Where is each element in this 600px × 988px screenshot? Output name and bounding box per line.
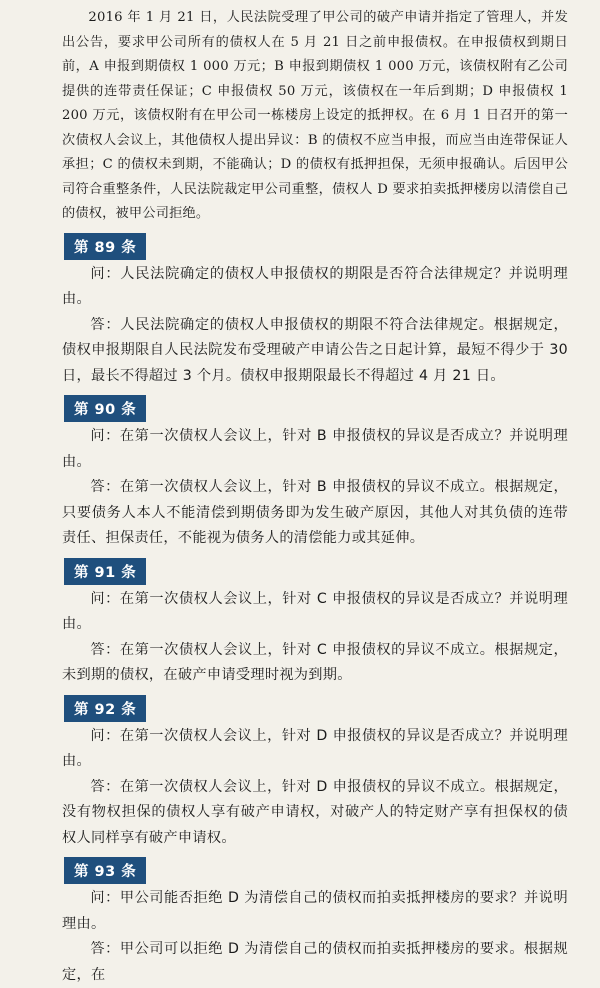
answer-text: 答：在第一次债权人会议上，针对 C 申报债权的异议不成立。根据规定，未到期的债权，在破产申请受理时视为到期。 [62,641,568,683]
article-92 [62,695,568,852]
article-heading: 第 92 条 [64,695,146,722]
answer-text: 答：在第一次债权人会议上，针对 B 申报债权的异议不成立。根据规定，只要债务人本人不能清偿到期债务即为发生破产原因，其他人对其负债的连带责任、担保责任，不能视为债务人的清偿能力或其延伸。 [62,479,568,546]
case-paragraph: 2016 年 1 月 21 日，人民法院受理了甲公司的破产申请并指定了管理人，并发出公告，要求甲公司所有的债权人在 5 月 21 日之前申报债权。在申报债权到期日前，A 申报到期债权 1 000 万元；B 申报到期债权 1 000 万元，该债权附有乙公司提供的连带责任保证；C 申报债权 50 万元，该债权在一年后到期；D 申报债权 1 200 万元，该债权附有在甲公司一栋楼房上设定的抵押权。在 6 月 1 日召开的第一次债权人会议上，其他债权人提出异议：B 的债权不应当申报，而应当由连带保证人承担；C 的债权未到期，不能确认；D 的债权有抵押担保，无须申报确认。后因甲公司符合重整条件，人民法院裁定甲公司重整，债权人 D 要求拍卖抵押楼房以清偿自己的债权，被甲公司拒绝。 [62,10,568,221]
article-heading: 第 93 条 [64,857,146,884]
article-90 [62,395,568,552]
question-text: 问：在第一次债权人会议上，针对 C 申报债权的异议是否成立？并说明理由。 [62,590,568,632]
article-heading: 第 91 条 [64,558,146,585]
answer-text: 答：人民法院确定的债权人申报债权的期限不符合法律规定。根据规定，债权申报期限自人民法院发布受理破产申请公告之日起计算，最短不得少于 30 日，最长不得超过 3 个月。债权申报期限最长不得超过 4 月 21 日。 [62,316,568,384]
article-91 [62,558,568,689]
article-93 [62,857,568,988]
case-description [62,0,568,227]
question-text: 问：在第一次债权人会议上，针对 D 申报债权的异议是否成立？并说明理由。 [62,727,568,769]
answer-text: 答：在第一次债权人会议上，针对 D 申报债权的异议不成立。根据规定，没有物权担保的债权人享有破产申请权，对破产人的特定财产享有担保权的债权人同样享有破产申请权。 [62,778,568,846]
article-heading: 第 90 条 [64,395,146,422]
article-89 [62,233,568,390]
article-heading: 第 89 条 [64,233,146,260]
answer-text: 答：甲公司可以拒绝 D 为清偿自己的债权而拍卖抵押楼房的要求。根据规定，在 [62,941,568,983]
question-text: 问：在第一次债权人会议上，针对 B 申报债权的异议是否成立？并说明理由。 [62,428,568,470]
question-text: 问：人民法院确定的债权人申报债权的期限是否符合法律规定？并说明理由。 [62,265,568,307]
question-text: 问：甲公司能否拒绝 D 为清偿自己的债权而拍卖抵押楼房的要求？并说明理由。 [62,890,568,932]
